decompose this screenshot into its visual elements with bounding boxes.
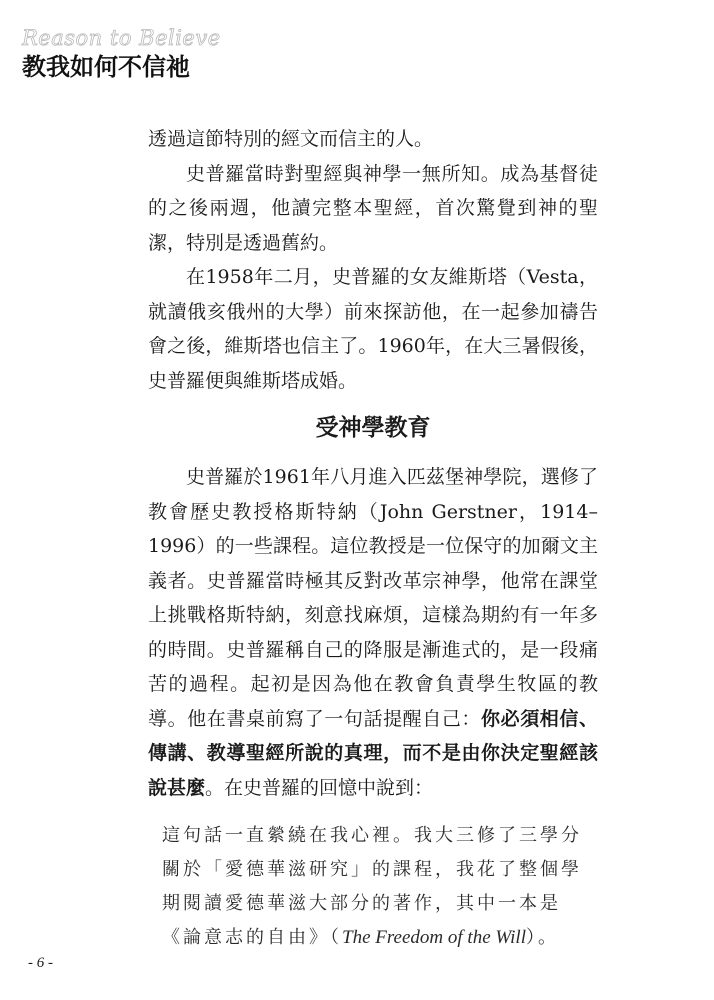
block-quote: [162, 819, 598, 955]
page-number: - 6 -: [28, 955, 53, 971]
paragraph-4-emphasis: 你必須相信、傳講、教導聖經所說的真理，而不是由你決定聖經該說甚麼: [148, 707, 598, 799]
paragraph-3: 在1958年二月，史普羅的女友維斯塔（Vesta，就讀俄亥俄州的大學）前來探訪他，在一起參加禱告會之後，維斯塔也信主了。1960年，在大三暑假後，史普羅便與維斯塔成婚。: [148, 266, 598, 392]
book-title: 教我如何不信祂: [22, 53, 190, 81]
paragraph-4: [148, 460, 598, 805]
series-title-en: Reason to Believe: [22, 26, 221, 50]
paragraph-1: 透過這節特別的經文而信主的人。: [148, 128, 434, 150]
quote-book-title: The Freedom of the Will: [342, 927, 526, 948]
quote-text: 這句話一直縈繞在我心裡。我大三修了三學分關於「愛德華滋研究」的課程，我花了整個學期閱讀愛德華滋大部分的著作，其中一本是《論意志的自由》（: [162, 825, 582, 948]
section-heading: 受神學教育: [315, 415, 431, 441]
paragraph-2: 史普羅當時對聖經與神學一無所知。成為基督徒的之後兩週，他讀完整本聖經，首次驚覺到神的聖潔，特別是透過舊約。: [148, 162, 598, 254]
quote-close: ）。: [526, 927, 559, 948]
page-body: [148, 122, 598, 955]
paragraph-4-start: 史普羅於1961年八月進入匹茲堡神學院，選修了教會歷史教授格斯特納（John Gerstner，1914–1996）的一些課程。這位教授是一位保守的加爾文主義者。史普羅當時極其反對改革宗神學，他常在課堂上挑戰格斯特納，刻意找麻煩，這樣為期約有一年多的時間。史普羅稱自己的降服是漸進式的，是一段痛苦的過程。起初是因為他在教會負責學生牧區的教導。他在書桌前寫了一句話提醒自己：: [148, 466, 598, 730]
running-header: [22, 26, 221, 82]
paragraph-4-end: 。在史普羅的回憶中說到：: [205, 776, 434, 799]
